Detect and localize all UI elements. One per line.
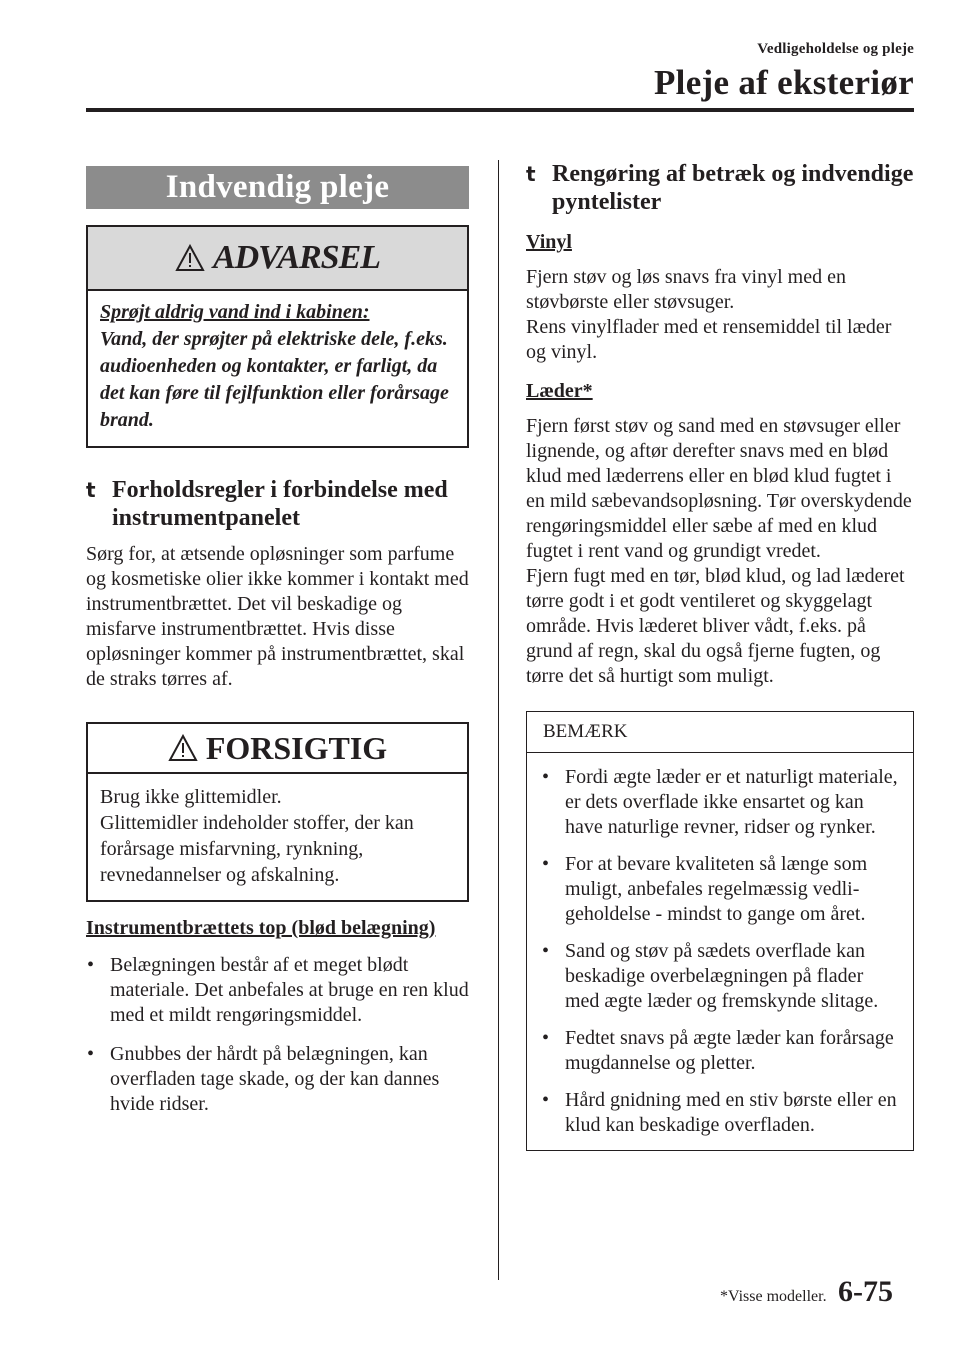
leather-paragraph-2: Fjern fugt med en tør, blød klud, og lad læderet tørre godt i et godt ventileret og skyggelagt område. Hvis læderet bliver vådt, f.eks. på grund af regn, skal du også fjerne fugten, og tørre det så hurtigt som muligt. [526, 565, 905, 687]
subheading-dashboard-top: Instrumentbrættets top (blød belægning) [86, 917, 436, 939]
list-item [86, 1042, 469, 1117]
header-rule [86, 108, 914, 112]
list-item [541, 852, 899, 927]
column-divider [498, 160, 499, 1280]
list-item [541, 1088, 899, 1138]
warning-icon [175, 244, 205, 272]
list-item-text: Belægningen består af et meget blødt materiale. Det anbefales at bruge en ren klud med et mildt rengøringsmiddel. [110, 954, 469, 1026]
bullet-dot: • [542, 853, 550, 875]
note-bullets [527, 753, 913, 1150]
heading-bullet-glyph: t [86, 478, 96, 502]
heading-instrument-panel [86, 476, 469, 532]
warning-box [86, 225, 469, 448]
list-item [541, 1026, 899, 1076]
vinyl-paragraph-2: Rens vinylflader med et rensemiddel til læder og vinyl. [526, 316, 892, 363]
leather-paragraph-1: Fjern først støv og sand med en støvsuger eller lignende, og aftør derefter snavs med en blød klud med læderrens eller en blød klud fugtet i en mild sæbevandsopløsning. Tør overskydende rengøringsmiddel eller sæbe af med en klud fugtet i rent vand og grundigt vredet. [526, 415, 912, 562]
caution-header [88, 724, 467, 774]
bullet-dot: • [542, 940, 550, 962]
caution-box [86, 722, 469, 902]
left-column [86, 166, 469, 1117]
header-section-name: Vedligeholdelse og pleje [757, 41, 914, 57]
list-item [541, 765, 899, 840]
bullet-dot: • [87, 1043, 95, 1065]
list-item [86, 953, 469, 1028]
list-item [541, 939, 899, 1014]
caution-line-2: Glittemidler indeholder stoffer, der kan forårsage misfarvning, rynkning, revnedannelser og afskalning. [100, 812, 414, 886]
caution-body [88, 774, 467, 900]
heading-text: Forholdsregler i forbindelse med instrumentpanelet [112, 477, 448, 531]
dashboard-bullets [86, 953, 469, 1117]
heading-bullet-glyph: t [526, 162, 536, 186]
page-title: Pleje af eksteriør [654, 63, 914, 102]
right-column [526, 160, 914, 1151]
subheading-leather: Læder* [526, 380, 593, 402]
warning-title: ADVARSEL [212, 239, 381, 276]
list-item-text: Hård gnidning med en stiv børste eller en klud kan beskadige overfladen. [565, 1089, 897, 1136]
footer-note: *Visse modeller. [720, 1288, 827, 1305]
warning-lead: Sprøjt aldrig vand ind i kabinen: [100, 301, 370, 323]
warning-header [88, 227, 467, 291]
list-item-text: Fordi ægte læder er et naturligt materiale, er dets overflade ikke ensartet og kan have naturlige revner, ridser og rynker. [565, 766, 898, 838]
warning-text: Vand, der sprøjter på elektriske dele, f.eks. audioenheden og kontakter, er farligt, da det kan føre til fejlfunktion eller forårsage brand. [100, 328, 449, 431]
page-number: 6-75 [838, 1275, 893, 1308]
heading-upholstery [526, 160, 914, 216]
bullet-dot: • [542, 766, 550, 788]
bullet-dot: • [542, 1027, 550, 1049]
instrument-panel-paragraph: Sørg for, at ætsende opløsninger som parfume og kosmetiske olier ikke kommer i kontakt med instrumentbrættet. Det vil beskadige og misfarve instrumentbrættet. Hvis disse opløsninger kommer på instrumentbrættet, skal de straks tørres af. [86, 543, 469, 690]
note-box [526, 711, 914, 1151]
caution-icon [168, 734, 198, 762]
list-item-text: For at bevare kvaliteten så længe som muligt, anbefales regelmæssig vedli- geholdelse - mindst to gange om året. [565, 853, 868, 925]
warning-body [88, 291, 467, 446]
list-item-text: Gnubbes der hårdt på belægningen, kan overfladen tage skade, og der kan dannes hvide ridser. [110, 1043, 440, 1115]
list-item-text: Fedtet snavs på ægte læder kan forårsage mugdannelse og pletter. [565, 1027, 894, 1074]
heading-text: Rengøring af betræk og indvendige pyntelister [552, 161, 914, 215]
bullet-dot: • [87, 954, 95, 976]
section-banner: Indvendig pleje [86, 166, 469, 209]
subheading-vinyl: Vinyl [526, 231, 572, 253]
bullet-dot: • [542, 1089, 550, 1111]
note-title: BEMÆRK [543, 721, 628, 742]
note-header [527, 712, 913, 753]
vinyl-paragraph-1: Fjern støv og løs snavs fra vinyl med en støvbørste eller støvsuger. [526, 266, 846, 313]
caution-line-1: Brug ikke glittemidler. [100, 786, 282, 808]
caution-title: FORSIGTIG [205, 729, 388, 766]
list-item-text: Sand og støv på sædets overflade kan beskadige overbelægningen på flader med ægte læder og fremskynde slitage. [565, 940, 879, 1012]
